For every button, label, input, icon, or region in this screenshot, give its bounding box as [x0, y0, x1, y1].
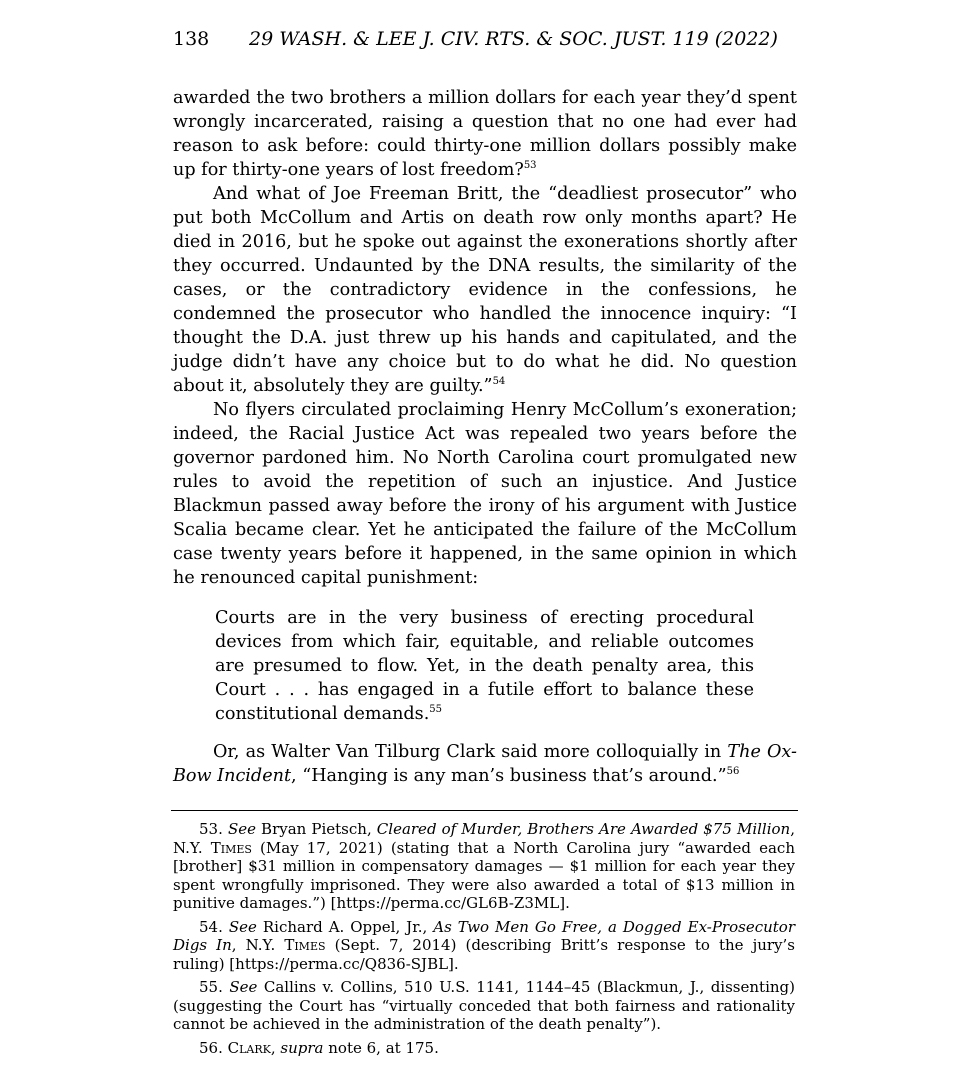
footnote-text: (May 17, 2021) (stating that a North Carolina jury “awarded each [brother] $31 million in compensatory damages — $1 million for each year they spent wrongfully imprisoned. They were also awarded a total of $13 million in punitive damages.”) [https://perma.cc/GL6B-Z3ML].	[173, 838, 795, 912]
footnote-source: Times	[210, 838, 252, 857]
block-quote-text: Courts are in the very business of erecting procedural devices from which fair, equitable, and reliable outcomes are presumed to flow. Yet, in the death penalty area, this Court . . . has engaged in a futile effort to balance these constitutional demands.	[215, 608, 754, 724]
footnote-source-prefix: , N.Y.	[173, 820, 795, 857]
footnote-ref-54[interactable]: 54	[492, 376, 506, 388]
paragraph-4-before: Or, as Walter Van Tilburg Clark said more colloquially in	[213, 742, 728, 762]
footnote-source-prefix: , N.Y.	[231, 936, 285, 954]
footnote-56	[173, 1039, 795, 1058]
footnote-author: Richard A. Oppel, Jr.,	[256, 917, 434, 936]
footnote-55	[173, 978, 795, 1034]
paragraph-4-after: , “Hanging is any man’s business that’s around.”	[291, 766, 727, 786]
footnote-number: 53.	[199, 820, 223, 838]
footnote-author: Bryan Pietsch,	[255, 820, 377, 838]
paragraph-3-text: No flyers circulated proclaiming Henry McCollum’s exoneration; indeed, the Racial Justice Act was repealed two years before the governor pardoned him. No North Carolina court promulgated new rules to avoid the repetition of such an injustice. And Justice Blackmun passed away before the irony of his argument with Justice Scalia became clear. Yet he anticipated the failure of the McCollum case twenty years before it happened, in the same opinion in which he renounced capital punishment:	[173, 400, 797, 588]
footnote-53	[173, 820, 795, 913]
footnote-signal: See	[228, 917, 257, 936]
block-quote-paragraph	[215, 606, 754, 726]
footnote-text: (Sept. 7, 2014) (describing Britt’s response to the jury’s ruling) [https://perma.cc/Q836-SJBL].	[173, 936, 795, 973]
footnote-author: Clark	[227, 1038, 271, 1057]
paragraph-1	[173, 86, 797, 182]
footnote-ref-56[interactable]: 56	[726, 766, 740, 778]
page-number: 138	[173, 28, 210, 50]
footnote-number: 56.	[199, 1038, 223, 1057]
footnotes	[173, 820, 795, 1062]
footnote-54	[173, 918, 795, 974]
footnote-signal: See	[227, 820, 256, 838]
footnote-signal: See	[229, 978, 258, 996]
body-text	[173, 86, 797, 788]
paragraph-2	[173, 182, 797, 398]
footnote-article-title: As Two Men Go Free, a Dogged Ex-Prosecutor Digs In	[173, 917, 795, 954]
journal-citation: 29 WASH. & LEE J. CIV. RTS. & SOC. JUST. 119 (2022)	[249, 28, 778, 50]
book-title: The Ox-Bow Incident	[173, 742, 797, 786]
footnote-source: Times	[284, 936, 326, 954]
footnote-article-title: Cleared of Murder, Brothers Are Awarded $75 Million	[376, 820, 791, 838]
paragraph-1-text: awarded the two brothers a million dollars for each year they’d spent wrongly incarcerated, raising a question that no one had ever had reason to ask before: could thirty-one million dollars possibly make up for thirty-one years of lost freedom?	[173, 88, 797, 180]
paragraph-2-text: And what of Joe Freeman Britt, the “deadliest prosecutor” who put both McCollum and Artis on death row only months apart? He died in 2016, but he spoke out against the exonerations shortly after they occurred. Undaunted by the DNA results, the similarity of the cases, or the contradictory evidence in the confessions, he condemned the prosecutor who handled the innocence inquiry: “I thought the D.A. just threw up his hands and capitulated, and the judge didn’t have any choice but to do what he did. No question about it, absolutely they are guilty.”	[173, 184, 797, 396]
footnote-text: Callins v. Collins, 510 U.S. 1141, 1144–45 (Blackmun, J., dissenting) (suggesting the Court has “virtually conceded that both fairness and rationality cannot be achieved in the administration of the death penalty”).	[173, 978, 795, 1033]
footnote-separator: ,	[270, 1038, 281, 1057]
running-header	[173, 28, 797, 56]
footnote-divider	[171, 810, 798, 811]
footnote-number: 55.	[199, 978, 223, 996]
footnote-number: 54.	[199, 917, 223, 936]
block-quote	[215, 606, 754, 726]
paragraph-4	[173, 740, 797, 788]
footnote-text: note 6, at 175.	[323, 1038, 439, 1057]
footnote-ref-53[interactable]: 53	[523, 160, 537, 172]
footnote-ref-55[interactable]: 55	[429, 704, 443, 716]
footnote-supra: supra	[280, 1038, 324, 1057]
paragraph-3	[173, 398, 797, 590]
page	[173, 28, 797, 788]
